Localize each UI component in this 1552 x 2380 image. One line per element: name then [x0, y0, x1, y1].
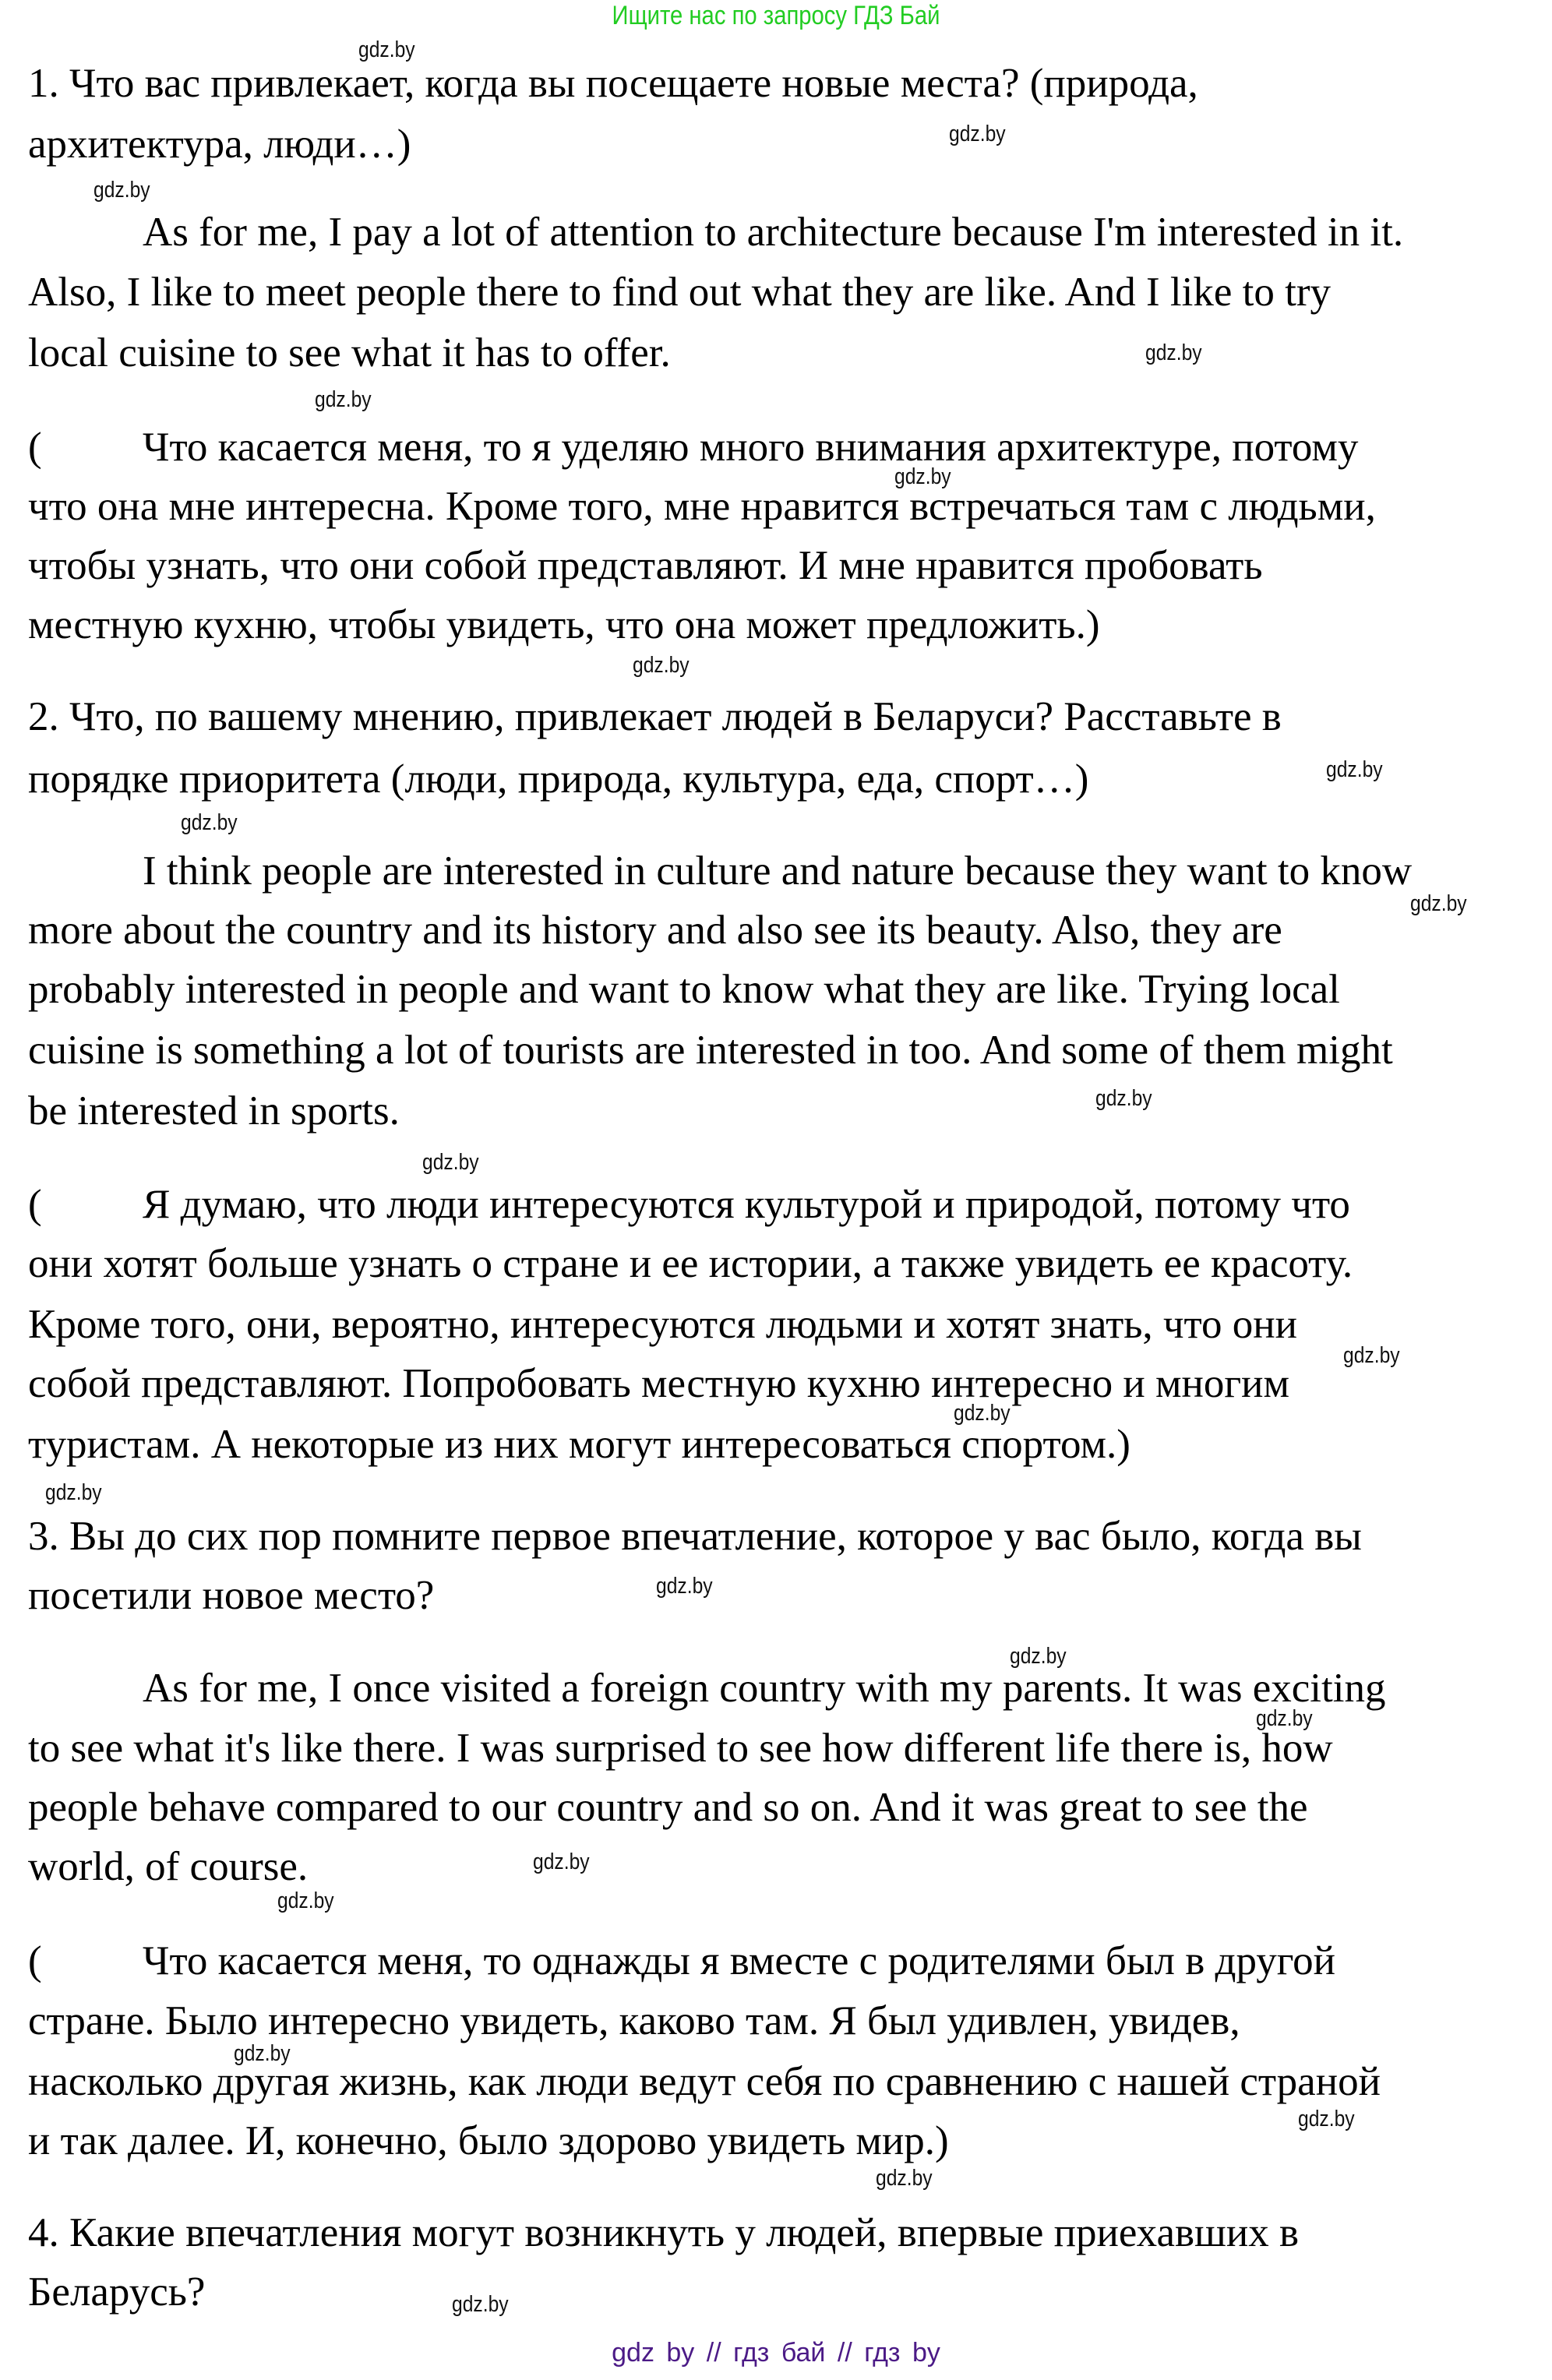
answer-2-ru-line-1: Я думаю, что люди интересуются культурой и природой, потому что [143, 1182, 1350, 1227]
watermark: gdz.by [633, 653, 690, 678]
answer-1-en-line-1: As for me, I pay a lot of attention to architecture because I'm interested in it. [143, 210, 1404, 255]
answer-3-en-line-3: people behave compared to our country and so on. And it was great to see the [28, 1785, 1308, 1830]
answer-2-en-line-3: probably interested in people and want to know what they are like. Trying local [28, 967, 1340, 1012]
question-2-line-2: порядке приоритета (люди, природа, культура, еда, спорт…) [28, 756, 1089, 802]
question-1-line-1: 1. Что вас привлекает, когда вы посещаете новые места? (природа, [28, 61, 1198, 106]
watermark: gdz.by [1145, 340, 1202, 365]
watermark: gdz.by [1256, 1706, 1313, 1731]
watermark: gdz.by [876, 2166, 933, 2191]
answer-2-en-line-2: more about the country and its history and also see its beauty. Also, they are [28, 908, 1282, 953]
answer-2-en-line-4: cuisine is something a lot of tourists are interested in too. And some of them might [28, 1028, 1393, 1073]
watermark: gdz.by [1343, 1343, 1400, 1368]
watermark: gdz.by [949, 122, 1006, 146]
watermark: gdz.by [894, 464, 951, 489]
answer-3-en-line-4: world, of course. [28, 1844, 309, 1889]
question-3-line-2: посетили новое место? [28, 1573, 435, 1618]
answer-1-ru-line-4: местную кухню, чтобы увидеть, что она может предложить.) [28, 602, 1100, 647]
watermark: gdz.by [954, 1401, 1011, 1426]
question-4-line-2: Беларусь? [28, 2269, 206, 2315]
footer-links: gdz by // гдз бай // гдз by [612, 2338, 940, 2368]
watermark: gdz.by [234, 2041, 291, 2066]
answer-1-ru-line-3: чтобы узнать, что они собой представляют. И мне нравится пробовать [28, 543, 1263, 588]
open-paren: ( [28, 1182, 42, 1227]
watermark: gdz.by [315, 387, 372, 412]
answer-1-en-line-2: Also, I like to meet people there to find out what they are like. And I like to try [28, 270, 1332, 315]
answer-3-ru-line-4: и так далее. И, конечно, было здорово увидеть мир.) [28, 2118, 949, 2163]
answer-2-ru-line-5: туристам. А некоторые из них могут интересоваться спортом.) [28, 1422, 1130, 1467]
question-3-line-1: 3. Вы до сих пор помните первое впечатление, которое у вас было, когда вы [28, 1514, 1362, 1559]
answer-2-ru-line-4: собой представляют. Попробовать местную кухню интересно и многим [28, 1361, 1290, 1406]
answer-1-ru-line-1: Что касается меня, то я уделяю много внимания архитектуре, потому [143, 425, 1359, 470]
watermark: gdz.by [1095, 1086, 1152, 1111]
watermark: gdz.by [277, 1888, 334, 1913]
watermark: gdz.by [93, 178, 150, 203]
question-4-line-1: 4. Какие впечатления могут возникнуть у людей, впервые приехавших в [28, 2210, 1299, 2255]
answer-2-ru-line-3: Кроме того, они, вероятно, интересуются людьми и хотят знать, что они [28, 1302, 1297, 1347]
search-banner: Ищите нас по запросу ГДЗ Бай [612, 1, 940, 30]
watermark: gdz.by [45, 1480, 102, 1505]
watermark: gdz.by [656, 1574, 713, 1599]
watermark: gdz.by [358, 37, 415, 62]
answer-2-ru-line-2: они хотят больше узнать о стране и ее истории, а также увидеть ее красоту. [28, 1241, 1353, 1286]
question-1-line-2: архитектура, люди…) [28, 122, 411, 167]
answer-1-ru-line-2: что она мне интересна. Кроме того, мне нравится встречаться там с людьми, [28, 484, 1376, 529]
open-paren: ( [28, 1938, 42, 1983]
open-paren: ( [28, 425, 42, 470]
answer-3-en-line-2: to see what it's like there. I was surprised to see how different life there is, how [28, 1726, 1333, 1771]
answer-3-ru-line-1: Что касается меня, то однажды я вместе с родителями был в другой [143, 1938, 1336, 1983]
watermark: gdz.by [533, 1849, 590, 1874]
watermark: gdz.by [452, 2292, 509, 2317]
watermark: gdz.by [1326, 757, 1383, 782]
answer-3-en-line-1: As for me, I once visited a foreign country with my parents. It was exciting [143, 1666, 1386, 1711]
answer-2-en-line-5: be interested in sports. [28, 1088, 400, 1134]
answer-2-en-line-1: I think people are interested in culture and nature because they want to know [143, 848, 1413, 894]
watermark: gdz.by [181, 810, 238, 835]
answer-1-en-line-3: local cuisine to see what it has to offer. [28, 330, 671, 376]
watermark: gdz.by [1298, 2107, 1355, 2131]
watermark: gdz.by [1010, 1644, 1067, 1669]
question-2-line-1: 2. Что, по вашему мнению, привлекает людей в Беларуси? Расставьте в [28, 694, 1282, 739]
answer-3-ru-line-2: стране. Было интересно увидеть, каково там. Я был удивлен, увидев, [28, 1998, 1240, 2043]
watermark: gdz.by [422, 1150, 479, 1175]
answer-3-ru-line-3: насколько другая жизнь, как люди ведут себя по сравнению с нашей страной [28, 2059, 1381, 2104]
watermark: gdz.by [1410, 891, 1467, 916]
